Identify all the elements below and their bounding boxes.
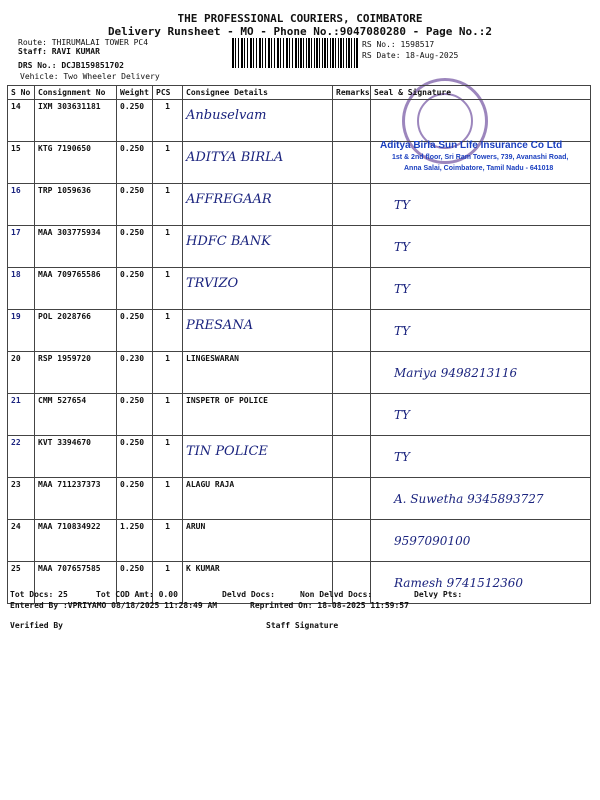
consignee-printed: INSPETR OF POLICE — [186, 396, 268, 405]
row-signature — [371, 562, 591, 604]
table-row — [8, 478, 591, 520]
rs-date: RS Date: 18-Aug-2025 — [362, 51, 459, 60]
row-pcs: 1 — [153, 100, 183, 142]
row-weight: 1.250 — [117, 520, 153, 562]
col-signature: Seal & Signature — [371, 86, 591, 100]
col-pcs: PCS — [153, 86, 183, 100]
row-pcs: 1 — [153, 520, 183, 562]
consignee-printed: LINGESWARAN — [186, 354, 239, 363]
table-row — [8, 436, 591, 478]
signature-handwritten: 9597090100 — [394, 534, 471, 548]
table-row — [8, 184, 591, 226]
consignee-handwritten: PRESANA — [186, 318, 254, 333]
signature-handwritten: Ramesh 9741512360 — [394, 576, 523, 590]
table-row — [8, 310, 591, 352]
signature-handwritten: TY — [394, 240, 410, 254]
signature-handwritten: TY — [394, 408, 410, 422]
row-signature — [371, 520, 591, 562]
row-weight: 0.250 — [117, 478, 153, 520]
row-pcs: 1 — [153, 394, 183, 436]
barcode-right — [298, 38, 358, 68]
row-pcs: 1 — [153, 352, 183, 394]
consignee-handwritten: ADITYA BIRLA — [186, 150, 284, 165]
row-consignee — [183, 520, 333, 562]
row-weight: 0.250 — [117, 268, 153, 310]
row-sno: 23 — [8, 478, 35, 520]
row-weight: 0.250 — [117, 436, 153, 478]
row-remarks — [333, 100, 371, 142]
row-pcs: 1 — [153, 436, 183, 478]
row-remarks — [333, 478, 371, 520]
consignee-handwritten: Anbuselvam — [186, 108, 267, 123]
vehicle-label: Vehicle: Two Wheeler Delivery — [20, 72, 160, 81]
signature-handwritten: TY — [394, 198, 410, 212]
stamp-address-1: 1st & 2nd floor, Sri Ram Towers, 739, Avanashi Road, — [392, 154, 569, 161]
col-remarks: Remarks — [333, 86, 371, 100]
row-sno: 14 — [8, 100, 35, 142]
row-signature — [371, 352, 591, 394]
signature-handwritten: TY — [394, 324, 410, 338]
reprinted-on: Reprinted On: 18-08-2025 11:59:57 — [250, 601, 409, 610]
col-consignment: Consignment No — [35, 86, 117, 100]
row-consignment-no: MAA 303775934 — [35, 226, 117, 268]
signature-handwritten: Mariya 9498213116 — [394, 366, 518, 380]
row-consignee — [183, 394, 333, 436]
consignee-handwritten: AFFREGAAR — [186, 192, 272, 207]
row-consignee — [183, 478, 333, 520]
row-pcs: 1 — [153, 562, 183, 604]
row-weight: 0.250 — [117, 226, 153, 268]
row-signature — [371, 226, 591, 268]
table-row — [8, 394, 591, 436]
row-consignment-no: CMM 527654 — [35, 394, 117, 436]
consignee-printed: K KUMAR — [186, 564, 220, 573]
row-consignment-no: MAA 707657585 — [35, 562, 117, 604]
row-weight: 0.250 — [117, 100, 153, 142]
table-row — [8, 562, 591, 604]
row-remarks — [333, 394, 371, 436]
route-label: Route: THIRUMALAI TOWER PC4 — [18, 38, 149, 47]
signature-handwritten: TY — [394, 450, 410, 464]
row-pcs: 1 — [153, 268, 183, 310]
row-remarks — [333, 268, 371, 310]
row-sno: 15 — [8, 142, 35, 184]
consignee-printed: ARUN — [186, 522, 206, 531]
row-signature — [371, 436, 591, 478]
barcode-left — [232, 38, 298, 68]
signature-handwritten: TY — [394, 282, 410, 296]
row-signature — [371, 184, 591, 226]
staff-label: Staff: RAVI KUMAR — [18, 47, 100, 56]
row-sno: 22 — [8, 436, 35, 478]
row-sno: 24 — [8, 520, 35, 562]
row-consignee — [183, 226, 333, 268]
stamp-company: Aditya Birla Sun Life Insurance Co Ltd — [380, 140, 563, 151]
row-sno: 19 — [8, 310, 35, 352]
row-consignment-no: MAA 710834922 — [35, 520, 117, 562]
row-signature — [371, 310, 591, 352]
delivered-docs: Delvd Docs: — [222, 590, 275, 599]
consignee-handwritten: TIN POLICE — [186, 444, 268, 459]
row-sno: 25 — [8, 562, 35, 604]
row-signature — [371, 394, 591, 436]
runsheet-subtitle: Delivery Runsheet - MO - Phone No.:9047080280 - Page No.:2 — [107, 25, 493, 38]
row-remarks — [333, 436, 371, 478]
row-weight: 0.250 — [117, 184, 153, 226]
row-signature — [371, 478, 591, 520]
row-weight: 0.230 — [117, 352, 153, 394]
row-weight: 0.250 — [117, 562, 153, 604]
row-sno: 16 — [8, 184, 35, 226]
row-consignee — [183, 436, 333, 478]
non-delivered-docs: Non Delvd Docs: — [300, 590, 373, 599]
row-consignment-no: POL 2028766 — [35, 310, 117, 352]
row-signature — [371, 268, 591, 310]
total-docs: Tot Docs: 25 — [10, 590, 68, 599]
total-cod: Tot COD Amt: 0.00 — [96, 590, 178, 599]
row-pcs: 1 — [153, 478, 183, 520]
runsheet-table — [7, 85, 591, 604]
table-row — [8, 226, 591, 268]
row-weight: 0.250 — [117, 394, 153, 436]
col-sno: S No — [8, 86, 35, 100]
row-pcs: 1 — [153, 310, 183, 352]
row-consignment-no: KVT 3394670 — [35, 436, 117, 478]
row-remarks — [333, 226, 371, 268]
row-consignment-no: MAA 709765586 — [35, 268, 117, 310]
row-consignee — [183, 352, 333, 394]
col-weight: Weight — [117, 86, 153, 100]
row-consignee — [183, 268, 333, 310]
table-row — [8, 100, 591, 142]
table-row — [8, 520, 591, 562]
table-row — [8, 268, 591, 310]
row-remarks — [333, 184, 371, 226]
consignee-handwritten: HDFC BANK — [186, 234, 271, 249]
row-sno: 17 — [8, 226, 35, 268]
row-consignment-no: IXM 303631181 — [35, 100, 117, 142]
row-remarks — [333, 352, 371, 394]
row-remarks — [333, 520, 371, 562]
row-weight: 0.250 — [117, 310, 153, 352]
signature-handwritten: A. Suwetha 9345893727 — [394, 492, 544, 506]
row-consignee — [183, 310, 333, 352]
row-remarks — [333, 310, 371, 352]
table-row — [8, 352, 591, 394]
row-sno: 21 — [8, 394, 35, 436]
table-header-row — [8, 86, 591, 100]
delivery-points: Delvy Pts: — [414, 590, 463, 599]
row-sno: 18 — [8, 268, 35, 310]
rs-number: RS No.: 1598517 — [362, 40, 435, 49]
row-consignment-no: MAA 711237373 — [35, 478, 117, 520]
row-weight: 0.250 — [117, 142, 153, 184]
entered-by: Entered By :VPRIYAMO 08/18/2025 11:28:49 AM — [10, 601, 218, 610]
row-consignee — [183, 184, 333, 226]
col-consignee: Consignee Details — [183, 86, 333, 100]
row-signature — [371, 100, 591, 142]
row-consignment-no: TRP 1059636 — [35, 184, 117, 226]
verified-by: Verified By — [10, 621, 63, 630]
row-consignment-no: RSP 1959720 — [35, 352, 117, 394]
row-consignee — [183, 100, 333, 142]
row-remarks — [333, 142, 371, 184]
row-consignment-no: KTG 7190650 — [35, 142, 117, 184]
staff-signature: Staff Signature — [266, 621, 339, 630]
consignee-handwritten: TRVIZO — [186, 276, 239, 291]
stamp-address-2: Anna Salai, Coimbatore, Tamil Nadu - 641018 — [404, 165, 554, 172]
consignee-printed: ALAGU RAJA — [186, 480, 235, 489]
row-pcs: 1 — [153, 226, 183, 268]
row-pcs: 1 — [153, 184, 183, 226]
company-title: THE PROFESSIONAL COURIERS, COIMBATORE — [177, 12, 423, 25]
row-consignee — [183, 142, 333, 184]
row-sno: 20 — [8, 352, 35, 394]
drs-label: DRS No.: DCJB159851702 — [18, 61, 124, 70]
row-pcs: 1 — [153, 142, 183, 184]
